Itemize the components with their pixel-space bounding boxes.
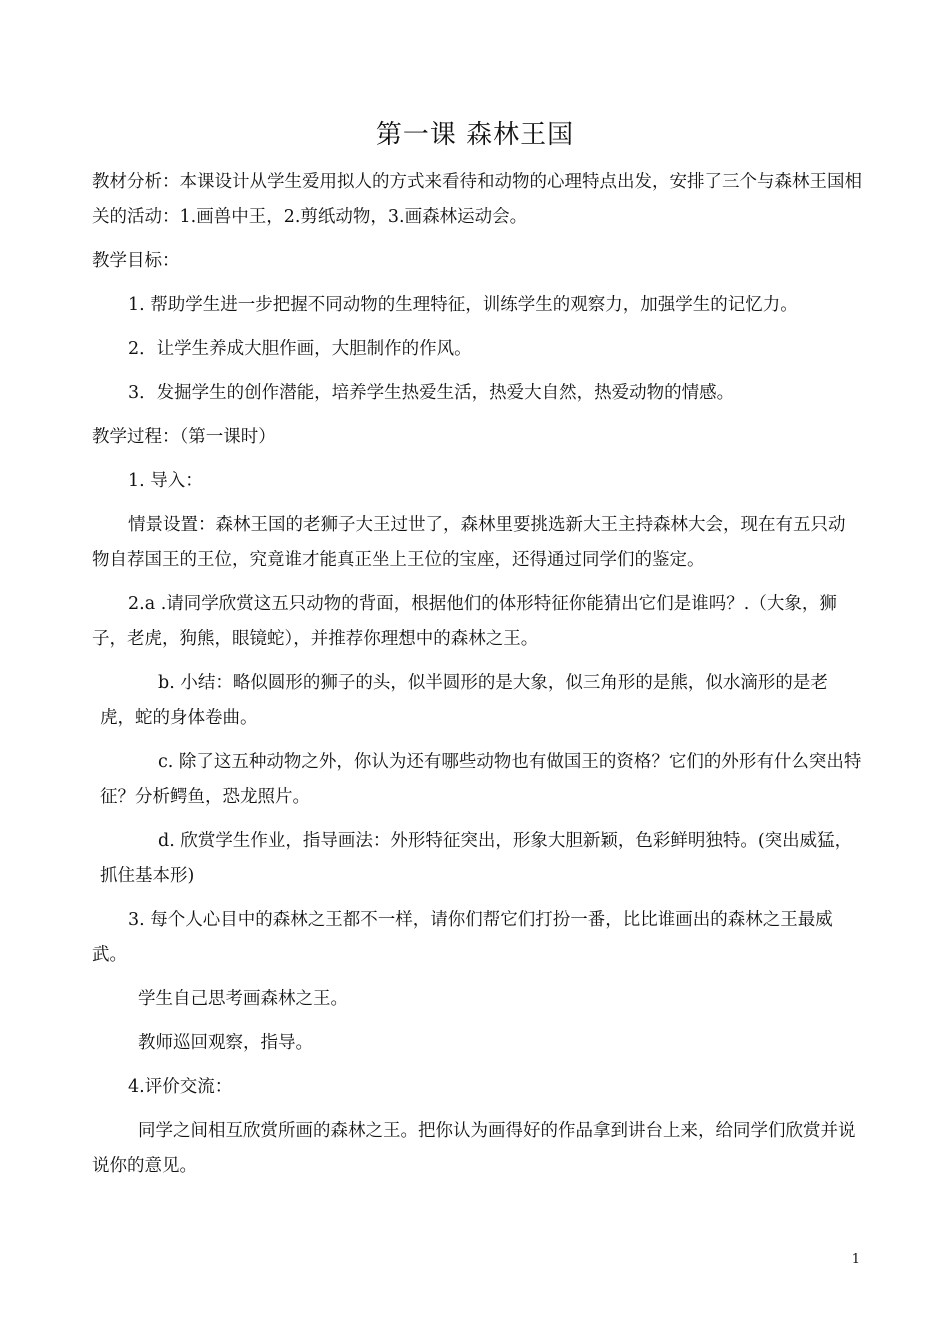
step-2a: 2.a .请同学欣赏这五只动物的背面，根据他们的体形特征你能猜出它们是谁吗？.（大象，狮子，老虎，狗熊，眼镜蛇），并推荐你理想中的森林之王。 (92, 594, 837, 649)
step-1-intro: 1. 导入： (128, 471, 203, 491)
step-2b: b. 小结：略似圆形的狮子的头，似半圆形的是大象，似三角形的是熊，似水滴形的是老虎，蛇的身体卷曲。 (100, 673, 828, 728)
document-title: 第一课 森林王国 (375, 120, 575, 150)
step-3: 3. 每个人心目中的森林之王都不一样，请你们帮它们打扮一番，比比谁画出的森林之王最威武。 (92, 910, 833, 965)
paragraph-textbook-analysis: 教材分析：本课设计从学生爱用拟人的方式来看待和动物的心理特点出发，安排了三个与森林王国相关的活动：1.画兽中王，2.剪纸动物，3.画森林运动会。 (92, 172, 862, 227)
step-2c: c. 除了这五种动物之外，你认为还有哪些动物也有做国王的资格？它们的外形有什么突出特征？分析鳄鱼，恐龙照片。 (100, 752, 862, 807)
goal-item-3: 3．发掘学生的创作潜能，培养学生热爱生活，热爱大自然，热爱动物的情感。 (128, 383, 735, 403)
paragraph-peer-review: 同学之间相互欣赏所画的森林之王。把你认为画得好的作品拿到讲台上来，给同学们欣赏并说说你的意见。 (92, 1121, 856, 1176)
paragraph-student-think: 学生自己思考画森林之王。 (138, 989, 348, 1009)
goal-item-1: 1. 帮助学生进一步把握不同动物的生理特征，训练学生的观察力，加强学生的记忆力。 (128, 295, 798, 315)
goal-item-2: 2．让学生养成大胆作画，大胆制作的作风。 (128, 339, 472, 359)
heading-teaching-goals: 教学目标： (92, 251, 180, 271)
paragraph-scenario: 情景设置：森林王国的老狮子大王过世了，森林里要挑选新大王主持森林大会，现在有五只动物自荐国王的王位，究竟谁才能真正坐上王位的宝座，还得通过同学们的鉴定。 (92, 515, 846, 570)
paragraph-teacher-observe: 教师巡回观察，指导。 (138, 1033, 313, 1053)
step-2d: d. 欣赏学生作业，指导画法：外形特征突出，形象大胆新颖，色彩鲜明独特。(突出威猛，抓住基本形) (100, 831, 853, 886)
step-4-evaluation: 4.评价交流： (128, 1077, 233, 1097)
page-number: 1 (851, 1252, 860, 1267)
document-body (92, 165, 862, 1184)
heading-teaching-process: 教学过程：（第一课时） (92, 427, 276, 447)
